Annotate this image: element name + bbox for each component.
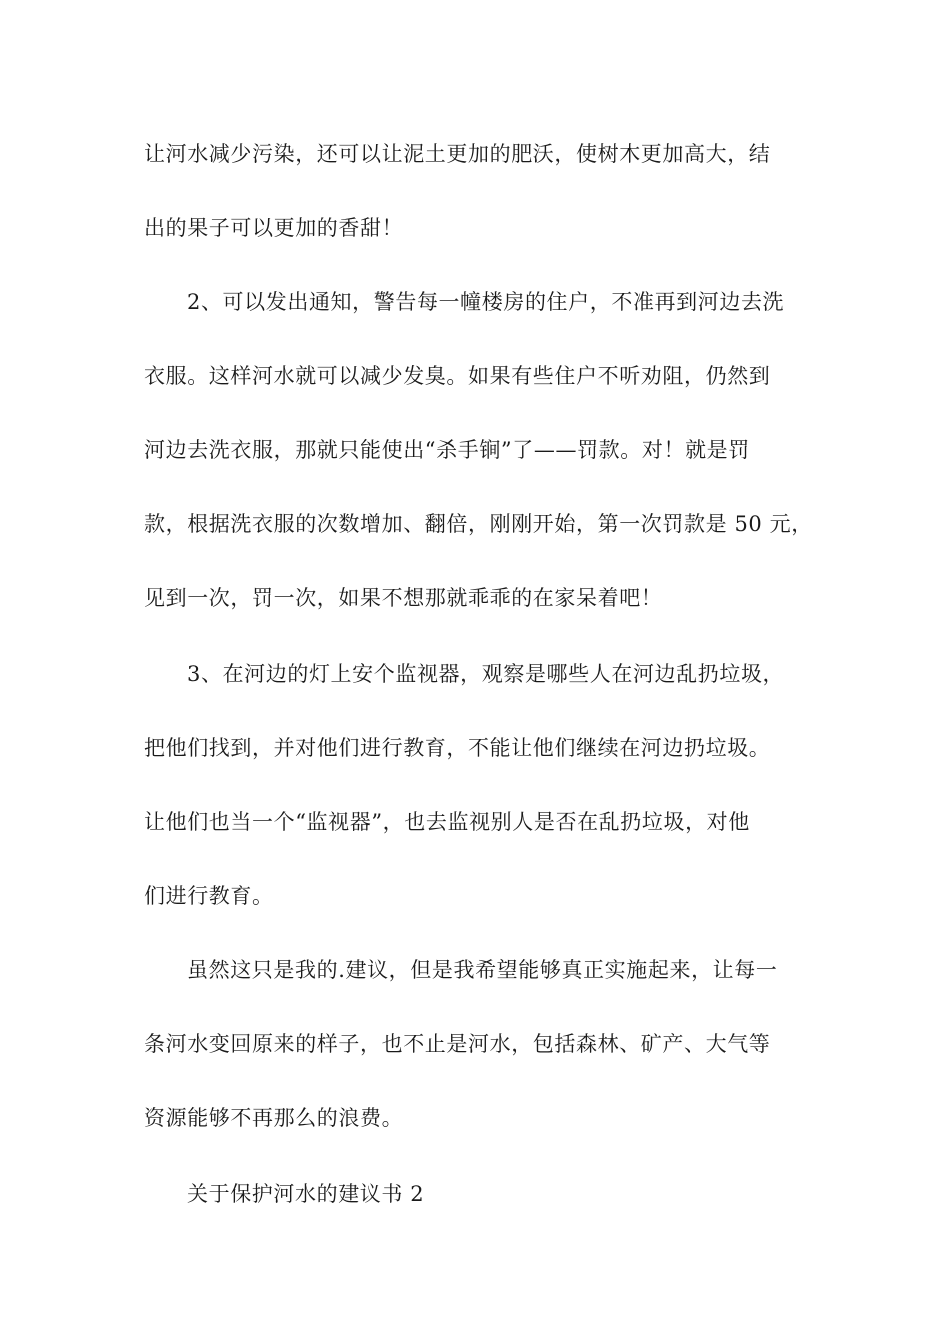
paragraph-line: 让河水减少污染，还可以让泥土更加的肥沃，使树木更加高大，结 [144, 142, 771, 166]
paragraph-line: 出的果子可以更加的香甜！ [144, 216, 404, 240]
section-heading: 关于保护河水的建议书 2 [187, 1182, 425, 1206]
paragraph-line: 见到一次，罚一次，如果不想那就乖乖的在家呆着吧！ [144, 586, 663, 610]
paragraph-line: 虽然这只是我的.建议，但是我希望能够真正实施起来，让每一 [187, 958, 778, 982]
paragraph-line: 条河水变回原来的样子，也不止是河水，包括森林、矿产、大气等 [144, 1032, 771, 1056]
paragraph-line: 3、在河边的灯上安个监视器，观察是哪些人在河边乱扔垃圾， [187, 662, 785, 686]
paragraph-line: 衣服。这样河水就可以减少发臭。如果有些住户不听劝阻，仍然到 [144, 364, 771, 388]
paragraph-line: 让他们也当一个“监视器”，也去监视别人是否在乱扔垃圾，对他 [144, 810, 750, 834]
paragraph-line: 河边去洗衣服，那就只能使出“杀手锏”了——罚款。对！就是罚 [144, 438, 750, 462]
paragraph-line: 款，根据洗衣服的次数增加、翻倍，刚刚开始，第一次罚款是 50 元， [144, 512, 813, 536]
paragraph-line: 资源能够不再那么的浪费。 [144, 1106, 404, 1130]
paragraph-line: 2、可以发出通知，警告每一幢楼房的住户，不准再到河边去洗 [187, 290, 785, 314]
paragraph-line: 把他们找到，并对他们进行教育，不能让他们继续在河边扔垃圾。 [144, 736, 771, 760]
paragraph-line: 们进行教育。 [144, 884, 274, 908]
